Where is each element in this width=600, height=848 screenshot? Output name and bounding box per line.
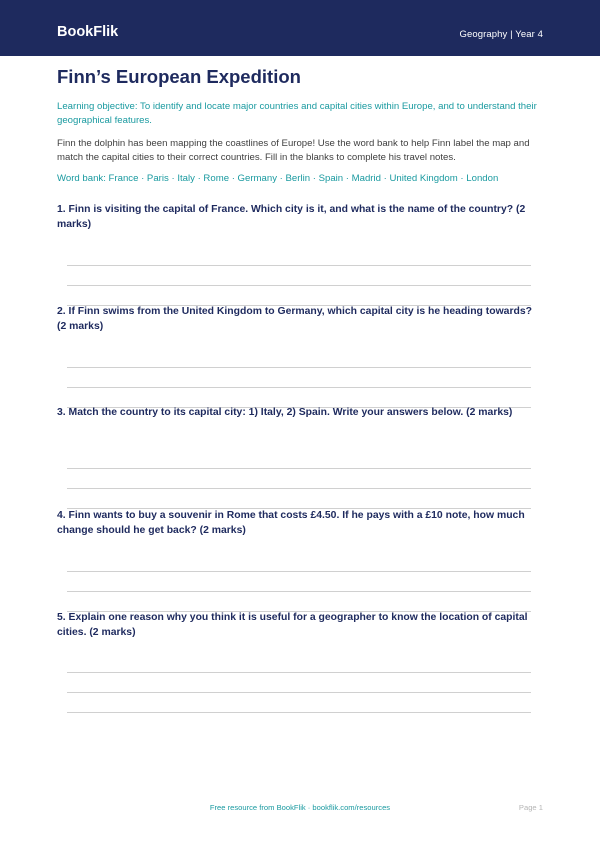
worksheet-title: Finn’s European Expedition [57,66,301,87]
answer-line[interactable] [67,692,531,693]
question-5: 5. Explain one reason why you think it is useful for a geographer to know the location of capital cities. (2 marks) [57,612,528,638]
footer-resource-link[interactable]: Free resource from BookFlik · bookflik.com/resources [209,803,391,812]
answer-line[interactable] [67,672,531,673]
answer-line[interactable] [67,285,531,286]
answer-line[interactable] [67,712,531,713]
answer-line[interactable] [67,591,531,592]
header-bar [0,0,600,56]
page-number: Page 1 [518,803,543,812]
answer-line[interactable] [67,367,531,368]
question-3: 3. Match the country to its capital city: 1) Italy, 2) Spain. Write your answers below. (2 marks) [57,407,513,418]
word-bank: Word bank: France · Paris · Italy · Rome · Germany · Berlin · Spain · Madrid · United Kingdom · London [57,173,499,184]
question-2: 2. If Finn swims from the United Kingdom to Germany, which capital city is he heading towards? (2 marks) [57,306,532,332]
subject-year-label: Geography | Year 4 [459,29,543,40]
answer-line[interactable] [67,387,531,388]
answer-line[interactable] [67,488,531,489]
question-4: 4. Finn wants to buy a souvenir in Rome that costs £4.50. If he pays with a £10 note, how much change should he get back? (2 marks) [57,510,525,536]
question-1: 1. Finn is visiting the capital of France. Which city is it, and what is the name of the country? (2 marks) [57,204,526,230]
answer-line[interactable] [67,571,531,572]
answer-line[interactable] [67,265,531,266]
answer-line[interactable] [67,468,531,469]
intro-text: Finn the dolphin has been mapping the coastlines of Europe! Use the word bank to help Finn label the map and match the capital cities to their correct countries. Fill in the blanks to complete his travel notes. [57,138,530,163]
learning-objective: Learning objective: To identify and locate major countries and capital cities within Europe, and to understand their geographical features. [57,101,537,126]
brand-logo-text: BookFlik [57,24,119,40]
